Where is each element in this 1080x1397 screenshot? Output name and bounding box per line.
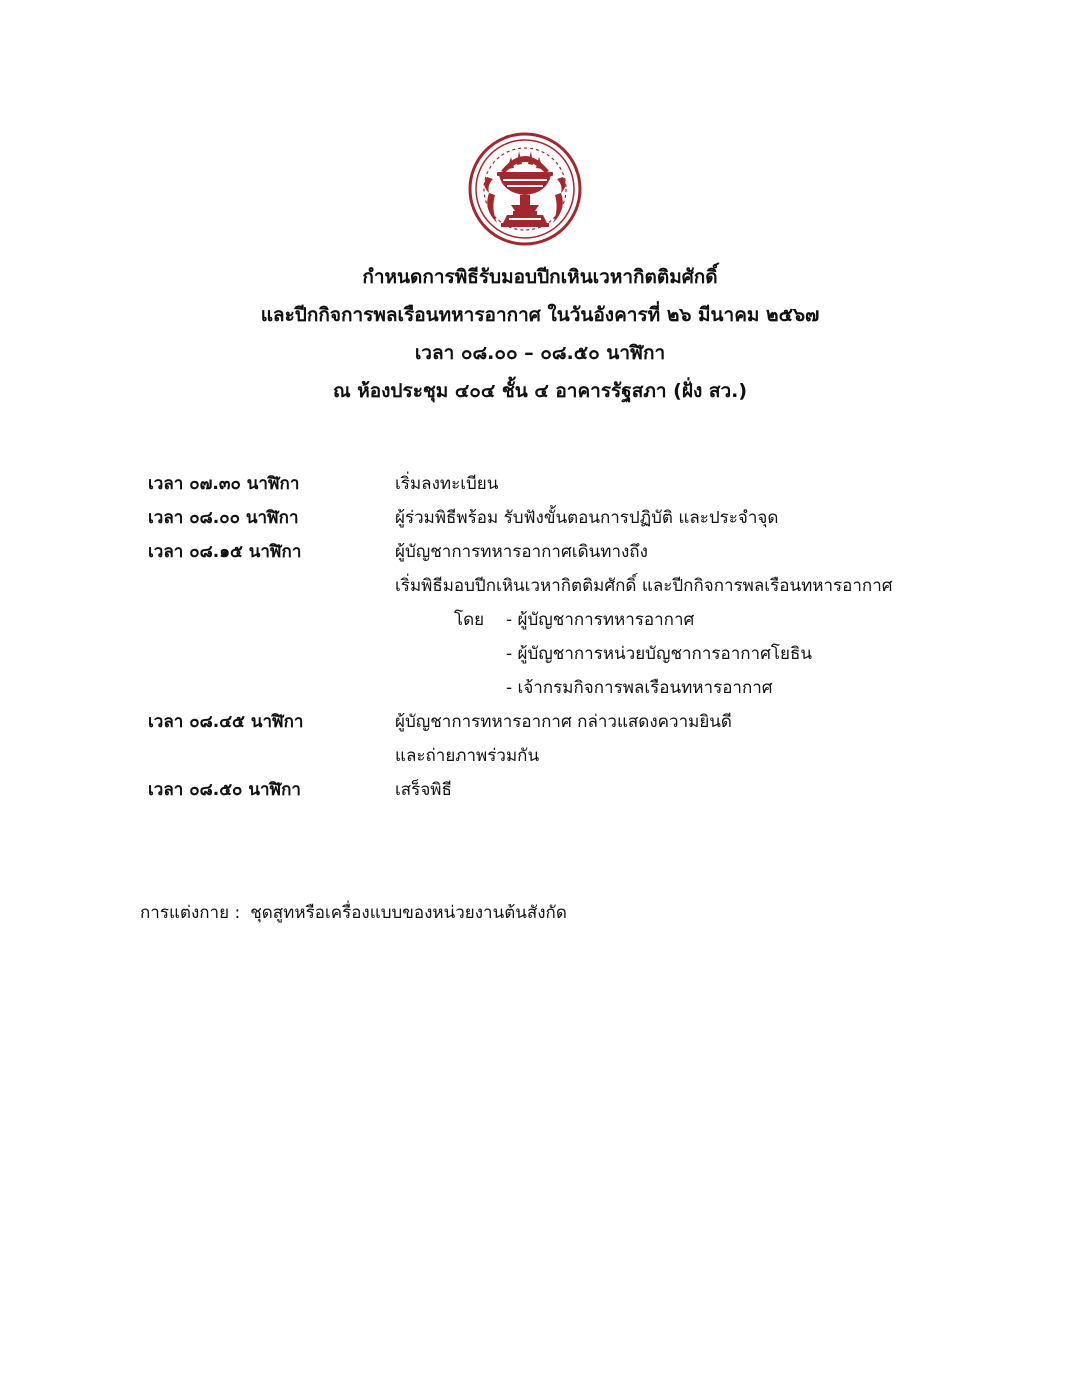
schedule-row [148,501,1008,535]
dress-code [140,896,567,930]
presenter-by-label: โดย [454,610,485,630]
presenter-item: - ผู้บัญชาการหน่วยบัญชาการอากาศโยธิน [506,644,812,664]
schedule-description: และถ่ายภาพร่วมกัน [395,746,540,766]
schedule-row [148,535,1008,569]
schedule-description: ผู้บัญชาการทหารอากาศ กล่าวแสดงความยินดี [395,712,732,732]
title-line-2: และปีกกิจการพลเรือนทหารอากาศ ในวันอังคารที่ ๒๖ มีนาคม ๒๕๖๗ [260,304,820,326]
schedule-description: ผู้บัญชาการทหารอากาศเดินทางถึง [395,542,648,562]
schedule-list [148,467,1008,807]
dress-code-value: ชุดสูทหรือเครื่องแบบของหน่วยงานต้นสังกัด [250,903,567,923]
schedule-row-continuation [148,739,1008,773]
schedule-description: ผู้ร่วมพิธีพร้อม รับฟังขั้นตอนการปฏิบัติ และประจำจุด [395,508,779,528]
dress-code-label: การแต่งกาย : [140,903,241,923]
schedule-description: เสร็จพิธี [395,780,452,800]
schedule-time: เวลา ๐๘.๕๐ นาฬิกา [148,780,301,800]
title-line-3: เวลา ๐๘.๐๐ – ๐๘.๕๐ นาฬิกา [414,342,666,364]
title-line-4: ณ ห้องประชุม ๔๐๔ ชั้น ๔ อาคารรัฐสภา (ฝั่ง สว.) [332,380,748,402]
schedule-row-presenter [148,671,1008,705]
schedule-time: เวลา ๐๗.๓๐ นาฬิกา [148,474,300,494]
presenter-item: - เจ้ากรมกิจการพลเรือนทหารอากาศ [506,678,773,698]
schedule-row-presenter [148,637,1008,671]
schedule-time: เวลา ๐๘.๐๐ นาฬิกา [148,508,299,528]
parliament-emblem-icon [467,131,583,247]
schedule-row [148,773,1008,807]
schedule-description: เริ่มพิธีมอบปีกเหินเวหากิตติมศักดิ์ และปีกกิจการพลเรือนทหารอากาศ [395,576,893,596]
schedule-row-presenter [148,603,1008,637]
title-line-1: กำหนดการพิธีรับมอบปีกเหินเวหากิตติมศักดิ์ [362,266,718,288]
schedule-row [148,705,1008,739]
schedule-row [148,467,1008,501]
schedule-row-continuation [148,569,1008,603]
presenter-item: - ผู้บัญชาการทหารอากาศ [506,610,695,630]
document-title [0,258,1080,410]
schedule-description: เริ่มลงทะเบียน [395,474,499,494]
schedule-time: เวลา ๐๘.๔๕ นาฬิกา [148,712,304,732]
schedule-time: เวลา ๐๘.๑๕ นาฬิกา [148,542,302,562]
